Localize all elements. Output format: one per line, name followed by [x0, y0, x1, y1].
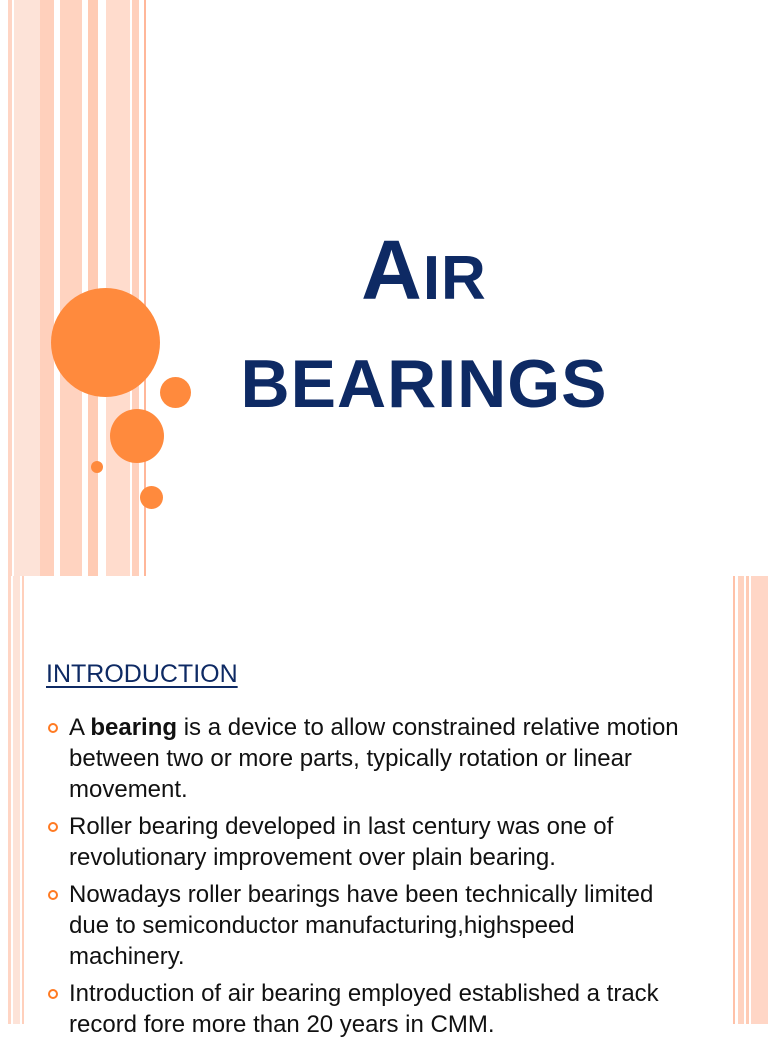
- bullet-text: Roller bearing developed in last century was one of revolutionary improvement over plain bearing.: [69, 813, 614, 871]
- slide-title-line1: [80, 222, 768, 319]
- decor-stripe: [14, 0, 40, 576]
- bullet-list: [46, 712, 686, 1046]
- slide-title-line2: BEARINGS: [240, 346, 608, 422]
- circle-bullet-icon: [48, 723, 58, 733]
- title-small-caps: IR: [422, 244, 487, 313]
- bullet-item: [46, 712, 686, 805]
- decor-stripe: [40, 0, 54, 576]
- bullet-text-pre: A: [69, 714, 91, 741]
- bullet-item: [46, 879, 686, 972]
- bullet-item: [46, 811, 686, 873]
- decor-stripe: [22, 576, 24, 1024]
- bullet-text-post: is a device to allow constrained relative motion between two or more parts, typically rotation or linear movement.: [69, 714, 679, 803]
- decor-stripe: [8, 0, 12, 576]
- decor-stripe: [13, 576, 20, 1024]
- decor-stripe: [8, 576, 11, 1024]
- title-initial-cap: A: [361, 223, 423, 317]
- content-slide: [0, 576, 768, 1038]
- bullet-text: Introduction of air bearing employed established a track record fore more than 20 years in CMM.: [69, 980, 659, 1038]
- bullet-text: Nowadays roller bearings have been technically limited due to semiconductor manufacturing,highspeed machinery.: [69, 881, 654, 970]
- bullet-item: [46, 978, 686, 1040]
- circle-bullet-icon: [48, 822, 58, 832]
- decor-stripe: [733, 576, 735, 1024]
- bullet-text-bold: bearing: [90, 714, 178, 741]
- decor-circle-dot: [91, 461, 103, 473]
- decor-circle-small: [140, 486, 163, 509]
- decor-stripe: [738, 576, 744, 1024]
- circle-bullet-icon: [48, 989, 58, 999]
- decor-stripe: [746, 576, 749, 1024]
- section-heading: INTRODUCTION: [46, 660, 238, 688]
- decor-stripe: [751, 576, 768, 1024]
- circle-bullet-icon: [48, 890, 58, 900]
- decor-stripe: [60, 0, 82, 576]
